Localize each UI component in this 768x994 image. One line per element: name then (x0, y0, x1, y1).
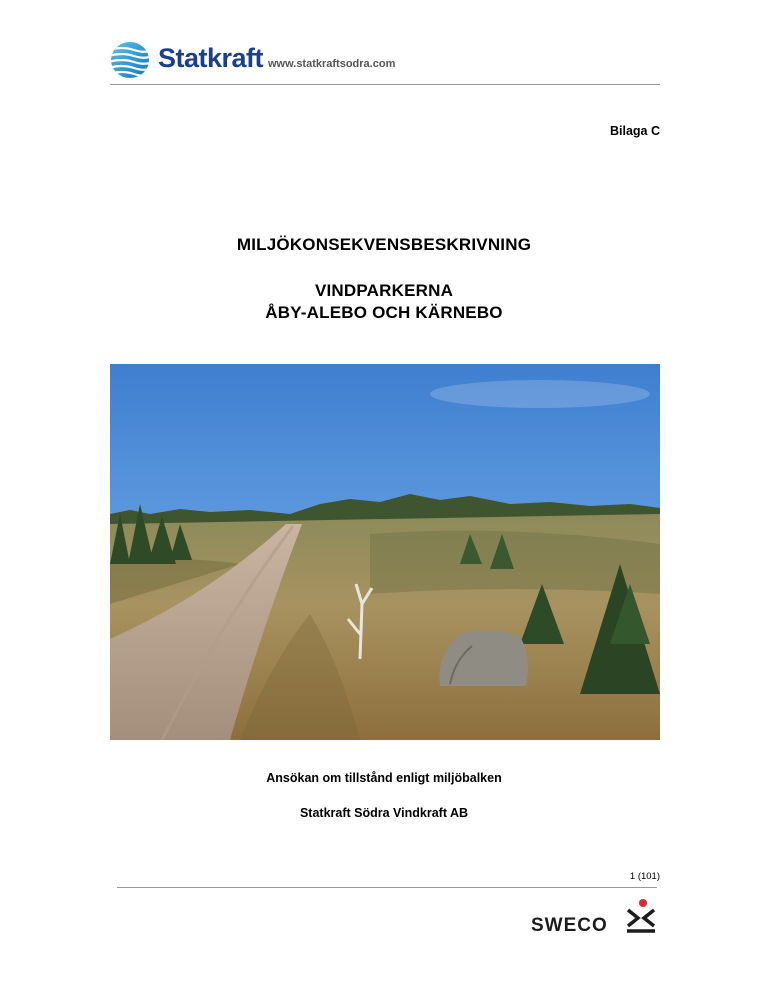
application-line: Ansökan om tillstånd enligt miljöbalken (266, 771, 502, 785)
footer-divider (117, 887, 657, 888)
header-url[interactable]: www.statkraftsodra.com (268, 58, 396, 70)
document-title: MILJÖKONSEKVENSBESKRIVNING (236, 235, 532, 254)
statkraft-logo-text: Statkraft (158, 43, 264, 73)
document-subtitle-line1: VINDPARKERNA (314, 281, 454, 300)
sweco-logo-icon (624, 898, 658, 934)
page-header (110, 40, 660, 85)
landscape-photo (110, 364, 660, 740)
company-line: Statkraft Södra Vindkraft AB (299, 806, 469, 820)
sweco-logo-text: SWECO (531, 915, 608, 936)
statkraft-logo-icon (110, 41, 150, 79)
page-number: 1 (101) (629, 871, 660, 882)
appendix-label: Bilaga C (609, 124, 660, 138)
document-subtitle-line2: ÅBY-ALEBO OCH KÄRNEBO (265, 303, 503, 322)
